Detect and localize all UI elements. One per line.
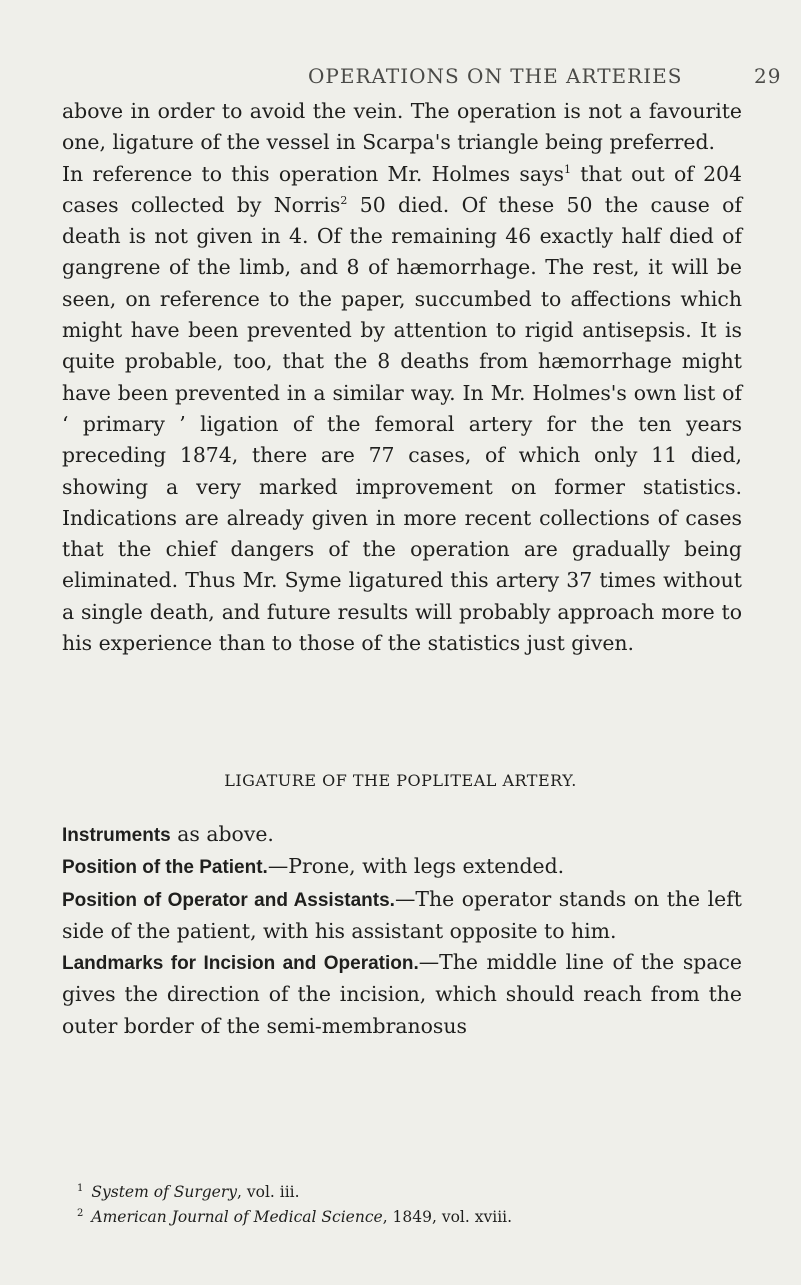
footnote-rest: , vol. iii. <box>237 1183 300 1202</box>
footnote-mark: 2 <box>77 1208 84 1220</box>
subsection-text: —The middle line of the space gives the direction of the incision, which should reach from the outer border of the semi-membranosus <box>62 950 742 1038</box>
footnote-title: System of Surgery <box>91 1183 237 1202</box>
paragraph-2-part-2: that out of 204 cases collected by Norris <box>62 161 743 217</box>
subsection-instruments <box>62 819 742 851</box>
footnote-ref-2: 2 <box>340 194 348 208</box>
page-number: 29 <box>754 64 782 88</box>
paragraph-1: above in order to avoid the vein. The operation is not a favourite one, ligature of the vessel in Scarpa's triangle being preferred. <box>62 99 742 155</box>
subsection-label: Position of the Patient. <box>62 857 268 879</box>
footnote-2 <box>77 1203 757 1228</box>
subsection-text: as above. <box>170 822 274 846</box>
footnote-1 <box>77 1178 757 1203</box>
paragraph-2-part-1: In reference to this operation Mr. Holmes says <box>62 161 564 186</box>
section-heading: LIGATURE OF THE POPLITEAL ARTERY. <box>224 771 577 790</box>
footnote-rest: , 1849, vol. xviii. <box>382 1208 513 1227</box>
footnote-ref-1: 1 <box>563 162 571 176</box>
subsection-label: Instruments <box>62 825 171 846</box>
footnotes <box>77 1178 757 1228</box>
subsection-text: —Prone, with legs extended. <box>267 854 565 879</box>
footnote-mark: 1 <box>77 1183 84 1194</box>
paragraph-2 <box>62 159 742 660</box>
footnote-title: American Journal of Medical Science <box>91 1208 383 1227</box>
subsection-label: Landmarks for Incision and Operation. <box>62 953 419 975</box>
subsection-text: —The operator stands on the left side of the patient, with his assistant opposite to him. <box>62 886 742 943</box>
subsection-landmarks <box>62 947 742 1042</box>
paragraph-2-part-3: 50 died. Of these 50 the cause of death is not given in 4. Of the remaining 46 exactly half died of gangrene of the limb, and 8 of hæmorrhage. The rest, it will be seen, on reference to the paper, succumbed to affections which might have been prevented by attention to rigid antisepsis. It is quite probable, too, that the 8 deaths from hæmorrhage might have been prevented in a similar way. In Mr. Holmes's own list of ‘ primary ’ ligation of the femoral artery for the ten years preceding 1874, there are 77 cases, of which only 11 died, showing a very marked improvement on former statistics. Indications are already given in more recent collections of cases that the chief dangers of the operation are gradually being eliminated. Thus Mr. Syme ligatured this artery 37 times without a single death, and future results will probably approach more to his experience than to those of the statistics just given. <box>62 192 742 656</box>
subsection-position-patient <box>62 851 742 883</box>
running-title: OPERATIONS ON THE ARTERIES <box>308 64 683 88</box>
subsections <box>62 819 742 1042</box>
subsection-label: Position of Operator and Assistants. <box>62 889 395 911</box>
subsection-position-operator <box>62 884 742 948</box>
body-text <box>62 96 742 659</box>
